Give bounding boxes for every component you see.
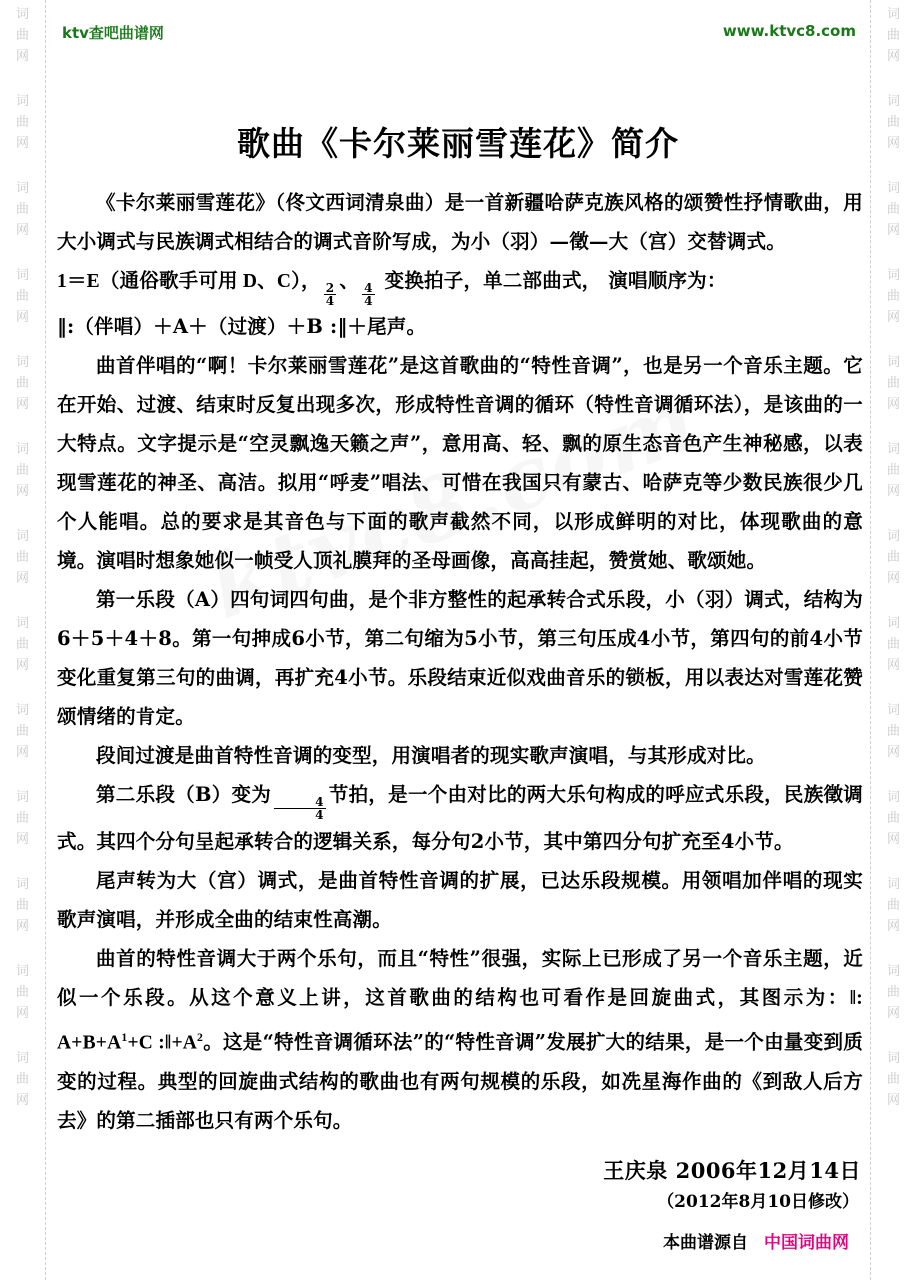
watermark-group: [887, 961, 900, 1024]
page-header: [62, 22, 856, 44]
watermark-group: [16, 265, 29, 328]
paragraph-5-tail: 节拍，是一个由对比的两大乐句构成的呼应式乐段，民族徵调式。其四个分句呈起承转合的逻辑关系，每分句2小节，其中第四分句扩充至4小节。: [57, 783, 863, 853]
fraction-denominator: 4: [274, 808, 326, 821]
watermark-char: 曲: [15, 28, 29, 43]
rondo-formula-part-b: +C :‖+A: [127, 1032, 198, 1053]
watermark-char: 网: [15, 136, 29, 151]
author-and-date: 王庆泉 2006年12月14日: [603, 1158, 861, 1183]
watermark-group: [887, 874, 900, 937]
watermark-char: 词: [15, 442, 29, 457]
paragraph-4: 段间过渡是曲首特性音调的变型，用演唱者的现实歌声演唱，与其形成对比。: [96, 744, 766, 768]
watermark-char: 网: [886, 1006, 900, 1021]
watermark-group: [16, 352, 29, 415]
watermark-char: 词: [886, 7, 900, 22]
page-title: 歌曲《卡尔莱丽雪莲花》简介: [237, 124, 679, 164]
watermark-char: 网: [886, 571, 900, 586]
watermark-char: 曲: [886, 550, 900, 565]
watermark-char: 词: [886, 529, 900, 544]
paragraph-1b-mid: 、: [339, 269, 360, 292]
paragraph-6: 尾声转为大（宫）调式，是曲首特性音调的扩展，已达乐段规模。用领唱加伴唱的现实歌声演唱，并形成全曲的结束性高潮。: [57, 868, 863, 931]
watermark-char: 网: [15, 919, 29, 934]
watermark-char: 曲: [886, 463, 900, 478]
paragraph-2: 曲首伴唱的“啊！卡尔莱丽雪莲花”是这首歌曲的“特性音调”，也是另一个音乐主题。它在开始、过渡、结束时反复出现多次，形成特性音调的循环（特性音调循环法），是该曲的一大特点。文字提示是“空灵飘逸天籁之声”，意用高、轻、飘的原生态音色产生神秘感，以表现雪莲花的神圣、高洁。拟用“呼麦”唱法、可惜在我国只有蒙古、哈萨克等少数民族很少几个人能唱。总的要求是其音色与下面的歌声截然不同，以形成鲜明的对比，体现歌曲的意境。演唱时想象她似一帧受人顶礼膜拜的圣母画像，高高挂起，赞赏她、歌颂她。: [57, 354, 863, 573]
watermark-char: 曲: [15, 898, 29, 913]
watermark-group: [16, 526, 29, 589]
time-signature-2-4: [324, 282, 337, 307]
time-signature-4-4: [362, 282, 375, 307]
watermark-char: 网: [15, 745, 29, 760]
watermark-char: 曲: [886, 637, 900, 652]
watermark-char: 曲: [886, 202, 900, 217]
watermark-group: [887, 613, 900, 676]
right-watermark-rail: [870, 0, 916, 1280]
watermark-char: 词: [886, 1051, 900, 1066]
watermark-char: 网: [886, 658, 900, 673]
watermark-char: 词: [15, 529, 29, 544]
fraction-denominator: 4: [364, 294, 373, 309]
watermark-char: 曲: [886, 898, 900, 913]
watermark-char: 网: [15, 397, 29, 412]
watermark-char: 网: [15, 484, 29, 499]
watermark-char: 曲: [15, 724, 29, 739]
fraction-numerator: 4: [315, 795, 324, 810]
watermark-char: 网: [886, 745, 900, 760]
watermark-char: 网: [15, 658, 29, 673]
watermark-char: 曲: [15, 289, 29, 304]
paragraph-5: [57, 775, 863, 860]
watermark-group: [16, 178, 29, 241]
watermark-char: 词: [15, 616, 29, 631]
paragraph-5-lead: 第二乐段（B）变为: [96, 783, 272, 807]
watermark-group: [887, 700, 900, 763]
watermark-char: 词: [15, 94, 29, 109]
watermark-char: 词: [886, 616, 900, 631]
watermark-group: [16, 787, 29, 850]
paragraph-3: 第一乐段（A）四句词四句曲，是个非方整性的起承转合式乐段，小（羽）调式，结构为6＋5＋4＋8。第一句抻成6小节，第二句缩为5小节，第三句压成4小节，第四句的前4小节变化重复第三句的曲调，再扩充4小节。乐段结束近似戏曲音乐的锁板，用以表达对雪莲花赞颂情绪的肯定。: [57, 588, 863, 729]
paragraph-7: [57, 939, 863, 1141]
rondo-formula-superscript-1: 1: [121, 1030, 128, 1044]
watermark-char: 曲: [886, 985, 900, 1000]
watermark-group: [887, 91, 900, 154]
watermark-char: 曲: [886, 724, 900, 739]
signature-block: [47, 1155, 861, 1212]
watermark-char: 网: [886, 1093, 900, 1108]
watermark-group: [16, 613, 29, 676]
watermark-char: 网: [15, 1006, 29, 1021]
watermark-char: 词: [15, 181, 29, 196]
rondo-formula-superscript-2: 2: [197, 1030, 204, 1044]
watermark-char: 曲: [886, 376, 900, 391]
watermark-char: 网: [15, 832, 29, 847]
watermark-char: 词: [15, 7, 29, 22]
watermark-char: 曲: [15, 637, 29, 652]
watermark-char: 词: [15, 1051, 29, 1066]
watermark-char: 网: [886, 484, 900, 499]
watermark-char: 曲: [886, 289, 900, 304]
watermark-char: 网: [886, 310, 900, 325]
watermark-char: 网: [15, 310, 29, 325]
paragraph-7-lead: 曲首的特性音调大于两个乐句，而且“特性”很强，实际上已形成了另一个音乐主题，近似一个乐段。从这个意义上讲，这首歌曲的结构也可看作是回旋曲式，其图示为：: [57, 946, 863, 1009]
paragraph-1b-lead: 1＝E（通俗歌手可用 D、C），: [57, 271, 321, 292]
watermark-char: 词: [886, 790, 900, 805]
watermark-group: [16, 91, 29, 154]
watermark-char: 词: [886, 877, 900, 892]
watermark-char: 词: [15, 790, 29, 805]
watermark-char: 网: [886, 49, 900, 64]
watermark-group: [16, 1048, 29, 1111]
watermark-char: 曲: [15, 985, 29, 1000]
watermark-group: [887, 352, 900, 415]
watermark-char: 曲: [886, 811, 900, 826]
paragraph-1a: [57, 183, 863, 261]
watermark-char: 网: [15, 49, 29, 64]
site-logo[interactable]: ktv查吧曲谱网: [62, 24, 164, 42]
footer-source-site[interactable]: 中国词曲网: [764, 1233, 849, 1253]
watermark-char: 词: [15, 964, 29, 979]
footer-source-line: [663, 1228, 849, 1253]
watermark-char: 词: [886, 94, 900, 109]
watermark-char: 词: [886, 355, 900, 370]
watermark-group: [16, 874, 29, 937]
watermark-char: 网: [886, 832, 900, 847]
time-signature-4-4: [274, 796, 326, 821]
watermark-char: 曲: [15, 550, 29, 565]
watermark-char: 网: [15, 1093, 29, 1108]
fraction-numerator: 2: [325, 281, 335, 296]
left-watermark-rail: [0, 0, 46, 1280]
watermark-char: 曲: [15, 202, 29, 217]
watermark-group: [887, 4, 900, 67]
watermark-char: 网: [15, 223, 29, 238]
watermark-group: [16, 439, 29, 502]
watermark-char: 曲: [15, 463, 29, 478]
watermark-char: 曲: [886, 1072, 900, 1087]
fraction-numerator: 4: [364, 281, 373, 296]
watermark-group: [887, 1048, 900, 1111]
paragraph-1a-text: 《卡尔莱丽雪莲花》（佟文西词清泉曲）是一首新疆哈萨克族风格的颂赞性抒情歌曲，用大小调式与民族调式相结合的调式音阶写成，为小（羽）—徵—大（宫）交替调式。: [57, 191, 863, 253]
watermark-char: 词: [886, 181, 900, 196]
watermark-group: [887, 439, 900, 502]
watermark-group: [887, 787, 900, 850]
watermark-char: 词: [886, 703, 900, 718]
watermark-char: 词: [886, 268, 900, 283]
footer-source-label: 本曲谱源自: [663, 1233, 748, 1253]
watermark-char: 曲: [15, 115, 29, 130]
watermark-group: [16, 961, 29, 1024]
watermark-char: 曲: [886, 28, 900, 43]
watermark-group: [887, 265, 900, 328]
watermark-group: [16, 700, 29, 763]
watermark-char: 网: [886, 223, 900, 238]
watermark-char: 词: [15, 877, 29, 892]
watermark-char: 词: [15, 268, 29, 283]
rondo-formula-part-a: ‖: A+B+A: [57, 987, 863, 1053]
watermark-char: 网: [886, 397, 900, 412]
watermark-char: 网: [886, 919, 900, 934]
watermark-group: [16, 4, 29, 67]
watermark-char: 词: [15, 355, 29, 370]
watermark-char: 词: [886, 442, 900, 457]
site-url-link[interactable]: www.ktvc8.com: [722, 22, 856, 40]
watermark-char: 网: [886, 136, 900, 151]
watermark-group: [887, 526, 900, 589]
watermark-char: 网: [15, 571, 29, 586]
watermark-group: [887, 178, 900, 241]
page-content: [47, 0, 869, 1280]
paragraph-1c-structure-formula: ‖:（伴唱）＋A＋（过渡）＋B :‖＋尾声。: [57, 315, 427, 339]
watermark-char: 词: [15, 703, 29, 718]
watermark-char: 曲: [15, 1072, 29, 1087]
article-body: [57, 183, 863, 1140]
paragraph-1b-tail: 变换拍子，单二部曲式， 演唱顺序为：: [377, 269, 727, 292]
watermark-char: 曲: [886, 115, 900, 130]
watermark-char: 曲: [15, 376, 29, 391]
paragraph-1b: [57, 261, 863, 307]
fraction-denominator: 4: [325, 294, 335, 309]
revision-date: （2012年8月10日修改）: [657, 1192, 859, 1212]
watermark-char: 曲: [15, 811, 29, 826]
watermark-char: 词: [886, 964, 900, 979]
paragraph-7-tail: 。这是“特性音调循环法”的“特性音调”发展扩大的结果，是一个由量变到质变的过程。典型的回旋曲式结构的歌曲也有两句规模的乐段，如冼星海作曲的《到敌人后方去》的第二插部也只有两个乐句。: [57, 1030, 863, 1132]
